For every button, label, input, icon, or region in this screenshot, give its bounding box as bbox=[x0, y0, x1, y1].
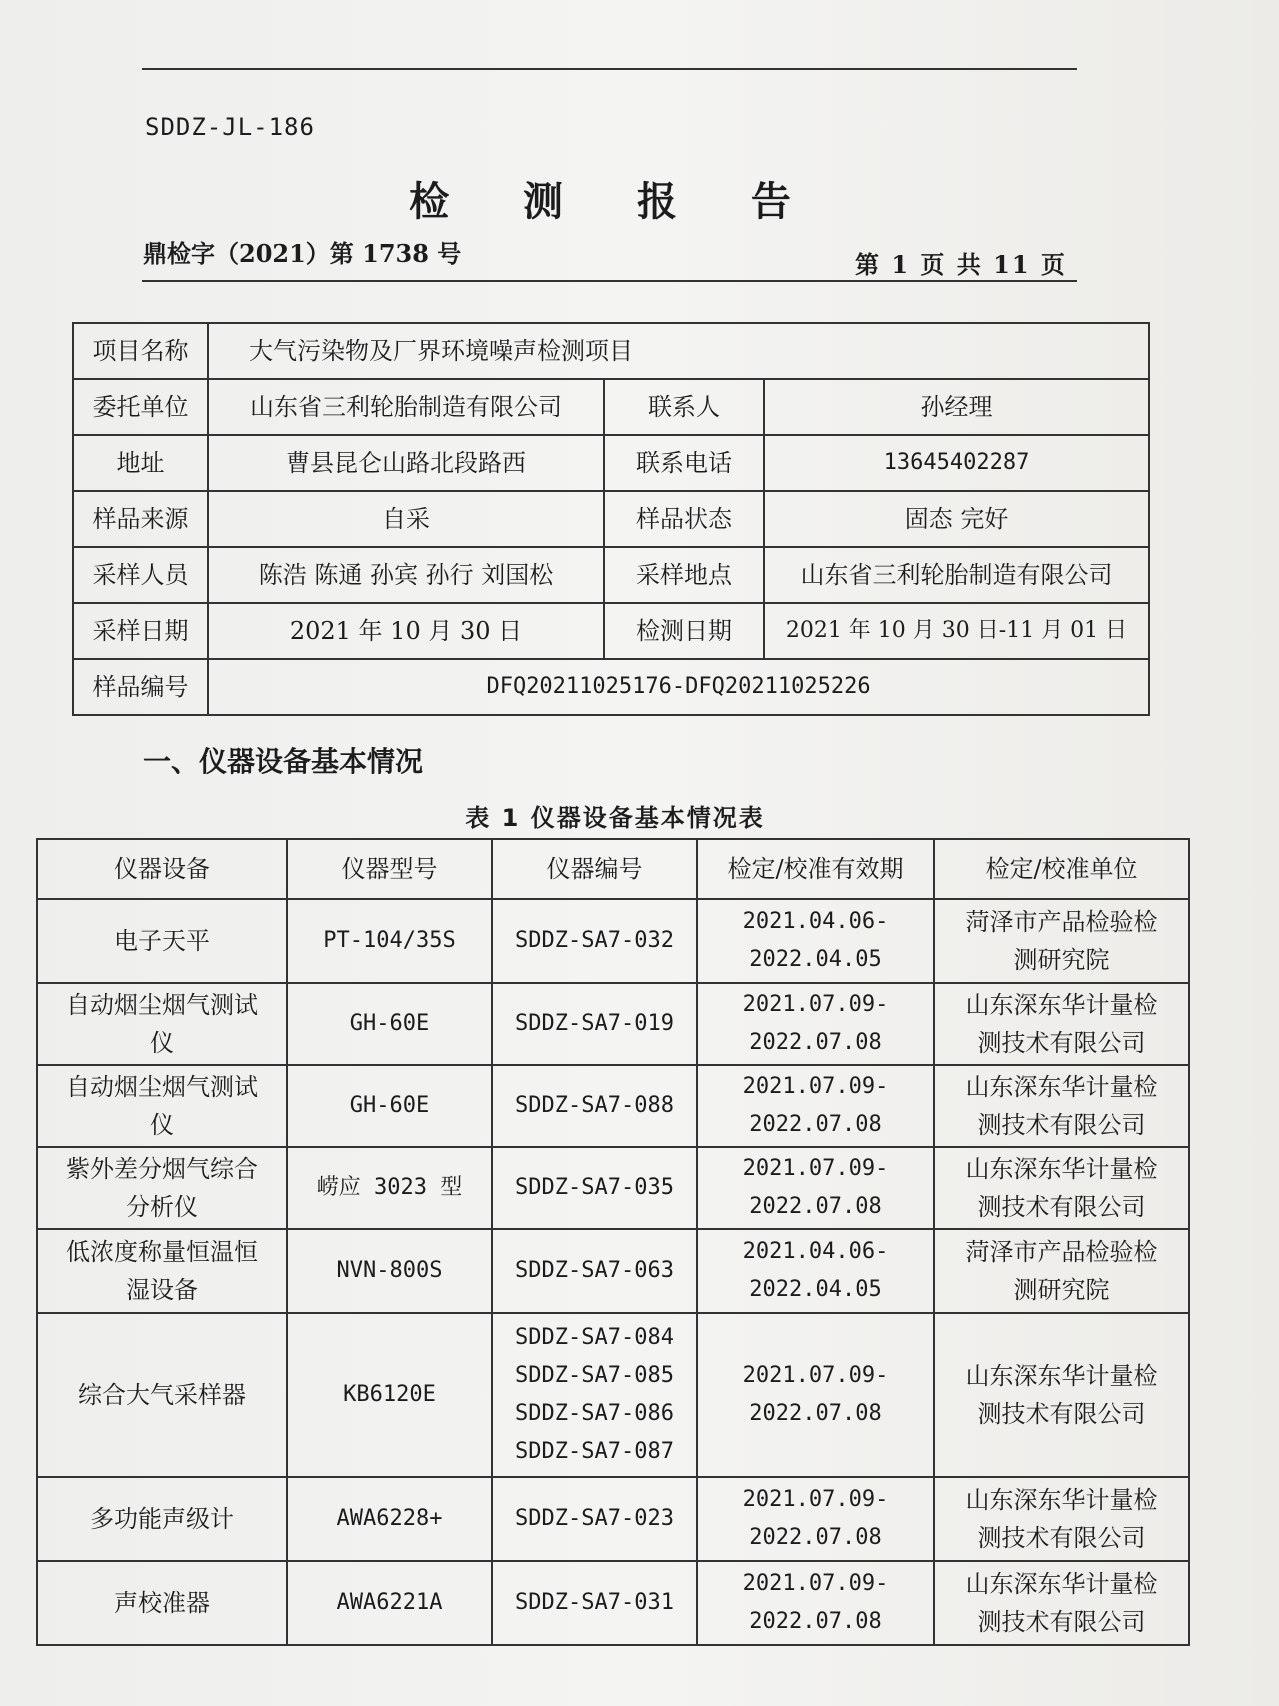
info-row-client bbox=[73, 379, 1149, 435]
sampling-date-label: 采样日期 bbox=[73, 603, 208, 659]
document-code: SDDZ-JL-186 bbox=[145, 113, 315, 141]
state-label: 样品状态 bbox=[604, 491, 764, 547]
sample-no-value: DFQ20211025176-DFQ20211025226 bbox=[208, 659, 1149, 715]
header-calibration-unit: 检定/校准单位 bbox=[934, 839, 1189, 899]
equipment-serial: SDDZ-SA7-063 bbox=[492, 1229, 697, 1313]
table-row bbox=[37, 1065, 1189, 1147]
equipment-model: AWA6228+ bbox=[287, 1477, 492, 1561]
calibration-unit: 山东深东华计量检 测技术有限公司 bbox=[934, 1147, 1189, 1229]
equipment-serial: SDDZ-SA7-035 bbox=[492, 1147, 697, 1229]
equipment-header-row bbox=[37, 839, 1189, 899]
calibration-unit: 山东深东华计量检 测技术有限公司 bbox=[934, 1065, 1189, 1147]
info-row-dates bbox=[73, 603, 1149, 659]
table-row bbox=[37, 1477, 1189, 1561]
calibration-unit: 山东深东华计量检 测技术有限公司 bbox=[934, 1561, 1189, 1645]
calibration-unit: 山东深东华计量检 测技术有限公司 bbox=[934, 983, 1189, 1065]
validity-period: 2021.07.09- 2022.07.08 bbox=[697, 1561, 934, 1645]
report-number: 鼎检字（2021）第 1738 号 bbox=[143, 239, 462, 268]
samplers-label: 采样人员 bbox=[73, 547, 208, 603]
equipment-serial: SDDZ-SA7-019 bbox=[492, 983, 697, 1065]
samplers-value: 陈浩 陈通 孙宾 孙行 刘国松 bbox=[208, 547, 604, 603]
sampling-date-value: 2021 年 10 月 30 日 bbox=[208, 603, 604, 659]
page-number: 第 1 页 共 11 页 bbox=[855, 250, 1067, 279]
table-row bbox=[37, 1229, 1189, 1313]
info-row-address bbox=[73, 435, 1149, 491]
test-date-label: 检测日期 bbox=[604, 603, 764, 659]
source-label: 样品来源 bbox=[73, 491, 208, 547]
equipment-name: 低浓度称量恒温恒 湿设备 bbox=[37, 1229, 287, 1313]
table-row bbox=[37, 983, 1189, 1065]
state-value: 固态 完好 bbox=[764, 491, 1149, 547]
equipment-serial: SDDZ-SA7-032 bbox=[492, 899, 697, 983]
top-rule bbox=[142, 68, 1077, 70]
equipment-table bbox=[36, 838, 1190, 1646]
header-model: 仪器型号 bbox=[287, 839, 492, 899]
project-label: 项目名称 bbox=[73, 323, 208, 379]
equipment-serial: SDDZ-SA7-084 SDDZ-SA7-085 SDDZ-SA7-086 SDDZ-SA7-087 bbox=[492, 1313, 697, 1477]
table-row bbox=[37, 1147, 1189, 1229]
calibration-unit: 山东深东华计量检 测技术有限公司 bbox=[934, 1313, 1189, 1477]
validity-period: 2021.04.06- 2022.04.05 bbox=[697, 899, 934, 983]
address-label: 地址 bbox=[73, 435, 208, 491]
validity-period: 2021.07.09- 2022.07.08 bbox=[697, 983, 934, 1065]
validity-period: 2021.07.09- 2022.07.08 bbox=[697, 1065, 934, 1147]
header-validity: 检定/校准有效期 bbox=[697, 839, 934, 899]
equipment-model: NVN-800S bbox=[287, 1229, 492, 1313]
equipment-model: PT-104/35S bbox=[287, 899, 492, 983]
contact-value: 孙经理 bbox=[764, 379, 1149, 435]
validity-period: 2021.07.09- 2022.07.08 bbox=[697, 1477, 934, 1561]
calibration-unit: 菏泽市产品检验检 测研究院 bbox=[934, 899, 1189, 983]
info-row-source bbox=[73, 491, 1149, 547]
phone-value: 13645402287 bbox=[764, 435, 1149, 491]
equipment-name: 自动烟尘烟气测试 仪 bbox=[37, 983, 287, 1065]
equipment-model: KB6120E bbox=[287, 1313, 492, 1477]
table-caption: 表 1 仪器设备基本情况表 bbox=[465, 804, 765, 832]
equipment-name: 综合大气采样器 bbox=[37, 1313, 287, 1477]
document-title: 检 测 报 告 bbox=[409, 179, 821, 225]
info-row-samplers bbox=[73, 547, 1149, 603]
table-row bbox=[37, 1313, 1189, 1477]
client-value: 山东省三利轮胎制造有限公司 bbox=[208, 379, 604, 435]
client-label: 委托单位 bbox=[73, 379, 208, 435]
info-row-sample-no bbox=[73, 659, 1149, 715]
validity-period: 2021.07.09- 2022.07.08 bbox=[697, 1147, 934, 1229]
source-value: 自采 bbox=[208, 491, 604, 547]
calibration-unit: 菏泽市产品检验检 测研究院 bbox=[934, 1229, 1189, 1313]
equipment-name: 自动烟尘烟气测试 仪 bbox=[37, 1065, 287, 1147]
equipment-name: 声校准器 bbox=[37, 1561, 287, 1645]
equipment-serial: SDDZ-SA7-088 bbox=[492, 1065, 697, 1147]
report-info-table bbox=[72, 322, 1150, 716]
header-serial: 仪器编号 bbox=[492, 839, 697, 899]
equipment-serial: SDDZ-SA7-023 bbox=[492, 1477, 697, 1561]
equipment-serial: SDDZ-SA7-031 bbox=[492, 1561, 697, 1645]
address-value: 曹县昆仑山路北段路西 bbox=[208, 435, 604, 491]
equipment-model: AWA6221A bbox=[287, 1561, 492, 1645]
table-row bbox=[37, 899, 1189, 983]
sample-no-label: 样品编号 bbox=[73, 659, 208, 715]
equipment-model: GH-60E bbox=[287, 983, 492, 1065]
phone-label: 联系电话 bbox=[604, 435, 764, 491]
equipment-name: 电子天平 bbox=[37, 899, 287, 983]
site-value: 山东省三利轮胎制造有限公司 bbox=[764, 547, 1149, 603]
equipment-name: 多功能声级计 bbox=[37, 1477, 287, 1561]
test-date-value: 2021 年 10 月 30 日-11 月 01 日 bbox=[764, 603, 1149, 659]
validity-period: 2021.07.09- 2022.07.08 bbox=[697, 1313, 934, 1477]
section-heading: 一、仪器设备基本情况 bbox=[143, 745, 424, 778]
table-row bbox=[37, 1561, 1189, 1645]
header-equipment: 仪器设备 bbox=[37, 839, 287, 899]
info-row-project bbox=[73, 323, 1149, 379]
equipment-model: GH-60E bbox=[287, 1065, 492, 1147]
header-rule bbox=[142, 280, 1077, 282]
project-value: 大气污染物及厂界环境噪声检测项目 bbox=[208, 323, 1149, 379]
site-label: 采样地点 bbox=[604, 547, 764, 603]
equipment-name: 紫外差分烟气综合 分析仪 bbox=[37, 1147, 287, 1229]
validity-period: 2021.04.06- 2022.04.05 bbox=[697, 1229, 934, 1313]
equipment-model: 崂应 3023 型 bbox=[287, 1147, 492, 1229]
calibration-unit: 山东深东华计量检 测技术有限公司 bbox=[934, 1477, 1189, 1561]
contact-label: 联系人 bbox=[604, 379, 764, 435]
